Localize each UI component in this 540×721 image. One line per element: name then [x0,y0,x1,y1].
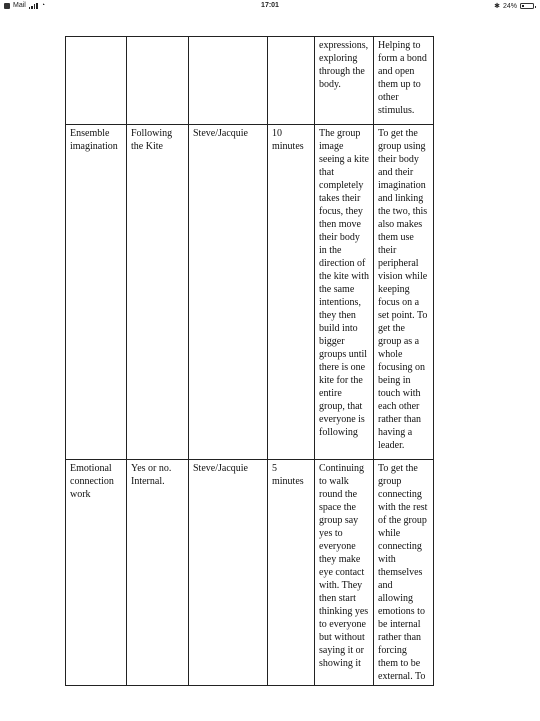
cell-leader: Steve/Jacquie [189,125,268,460]
cell-description: Continuing to walk round the space the group say yes to everyone they make eye contact with. They then start thinking yes to everyone but without saying it or showing it [315,460,374,686]
cell-activity [127,37,189,125]
wifi-icon: ◔ [40,2,46,9]
cell-description: expressions, exploring through the body. [315,37,374,125]
cell-leader: Steve/Jacquie [189,460,268,686]
table-row [66,125,434,460]
cell-description: The group image seeing a kite that completely takes their focus, they then move their body in the direction of the kite with the same intentions, they then build into bigger groups until there is one kite for the entire group, that everyone is following [315,125,374,460]
cell-exercise: Ensemble imagination [66,125,127,460]
table-row [66,460,434,686]
battery-icon [520,3,534,9]
table-row [66,37,434,125]
cell-exercise: Emotional connection work [66,460,127,686]
cell-activity: Following the Kite [127,125,189,460]
status-right [494,2,534,10]
cell-exercise [66,37,127,125]
status-bar [0,0,540,12]
cell-duration: 5 minutes [268,460,315,686]
status-time: 17:01 [261,2,279,9]
cell-duration [268,37,315,125]
back-app-label[interactable]: Mail [13,2,26,9]
cell-activity: Yes or no. Internal. [127,460,189,686]
session-plan-table [65,36,434,686]
battery-fill [522,5,524,7]
cell-purpose: Helping to form a bond and open them up to other stimulus. [374,37,434,125]
bluetooth-icon: ✱ [494,3,500,10]
cell-leader [189,37,268,125]
cell-purpose: To get the group connecting with the rest of the group while connecting with themselves and allowing emotions to be internal rather than forcing them to be external. To [374,460,434,686]
cell-duration: 10 minutes [268,125,315,460]
battery-percent: 24% [502,2,517,10]
cell-purpose: To get the group using their body and their imagination and linking the two, this also makes them use their peripheral vision while keeping focus on a set point. To get the group as a whole focusing on being in touch with each other rather than having a leader. [374,125,434,460]
